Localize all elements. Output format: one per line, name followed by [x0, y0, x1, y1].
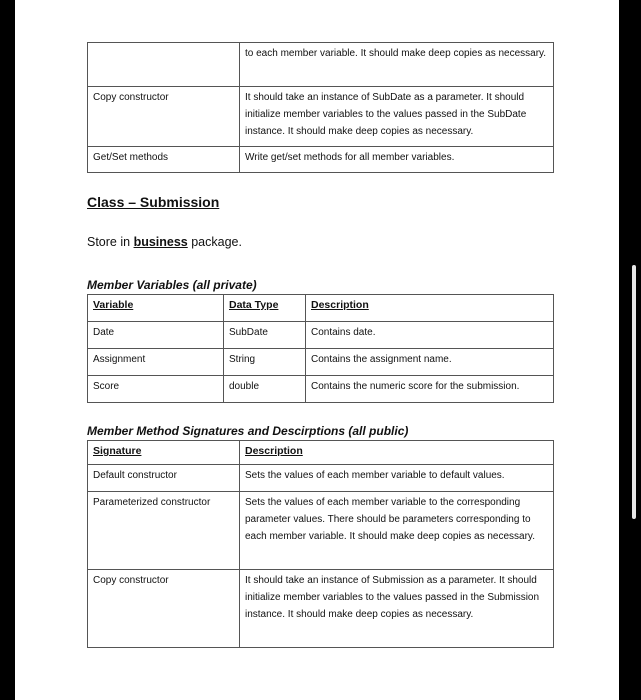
description-cell: Write get/set methods for all member variables. [240, 147, 554, 173]
member-methods-table [87, 440, 554, 648]
signature-cell [88, 43, 240, 87]
store-package-text [87, 235, 242, 249]
methods-caption: Member Method Signatures and Descirptions (all public) [87, 424, 409, 438]
store-prefix: Store in [87, 235, 134, 249]
table-row [88, 87, 554, 147]
signature-cell: Copy constructor [88, 87, 240, 147]
member-variables-caption: Member Variables (all private) [87, 278, 257, 292]
table-header-row [88, 295, 554, 322]
package-name: business [133, 235, 188, 249]
variable-cell: Score [88, 376, 224, 403]
description-cell: Contains date. [306, 322, 554, 349]
signature-cell: Parameterized constructor [88, 492, 240, 570]
table-row [88, 465, 554, 492]
column-header: Variable [88, 295, 224, 322]
type-cell: String [224, 349, 306, 376]
member-variables-table [87, 294, 554, 403]
signature-cell: Get/Set methods [88, 147, 240, 173]
signature-cell: Default constructor [88, 465, 240, 492]
store-suffix: package. [187, 235, 242, 249]
signature-cell: Copy constructor [88, 570, 240, 648]
column-header: Description [240, 441, 554, 465]
description-cell: Sets the values of each member variable to the corresponding parameter values. There should be parameters corresponding to each member variable. It should make deep copies as necessary. [240, 492, 554, 570]
table-row [88, 492, 554, 570]
description-cell: It should take an instance of Submission as a parameter. It should initialize member variables to the values passed in the Submission instance. It should make deep copies as necessary. [240, 570, 554, 648]
scrollbar[interactable] [632, 265, 636, 519]
type-cell: SubDate [224, 322, 306, 349]
variable-cell: Assignment [88, 349, 224, 376]
description-cell: Contains the numeric score for the submission. [306, 376, 554, 403]
column-header: Description [306, 295, 554, 322]
table-row [88, 43, 554, 87]
description-cell: Contains the assignment name. [306, 349, 554, 376]
methods-table-continued [87, 42, 554, 173]
column-header: Signature [88, 441, 240, 465]
column-header: Data Type [224, 295, 306, 322]
variable-cell: Date [88, 322, 224, 349]
table-row [88, 570, 554, 648]
description-cell: It should take an instance of SubDate as a parameter. It should initialize member variables to the values passed in the SubDate instance. It should make deep copies as necessary. [240, 87, 554, 147]
table-row [88, 349, 554, 376]
table-row [88, 322, 554, 349]
table-header-row [88, 441, 554, 465]
document-page [15, 0, 619, 700]
class-heading: Class – Submission [87, 194, 220, 210]
description-cell: Sets the values of each member variable to default values. [240, 465, 554, 492]
table-row [88, 376, 554, 403]
type-cell: double [224, 376, 306, 403]
table-row [88, 147, 554, 173]
description-cell: to each member variable. It should make deep copies as necessary. [240, 43, 554, 87]
